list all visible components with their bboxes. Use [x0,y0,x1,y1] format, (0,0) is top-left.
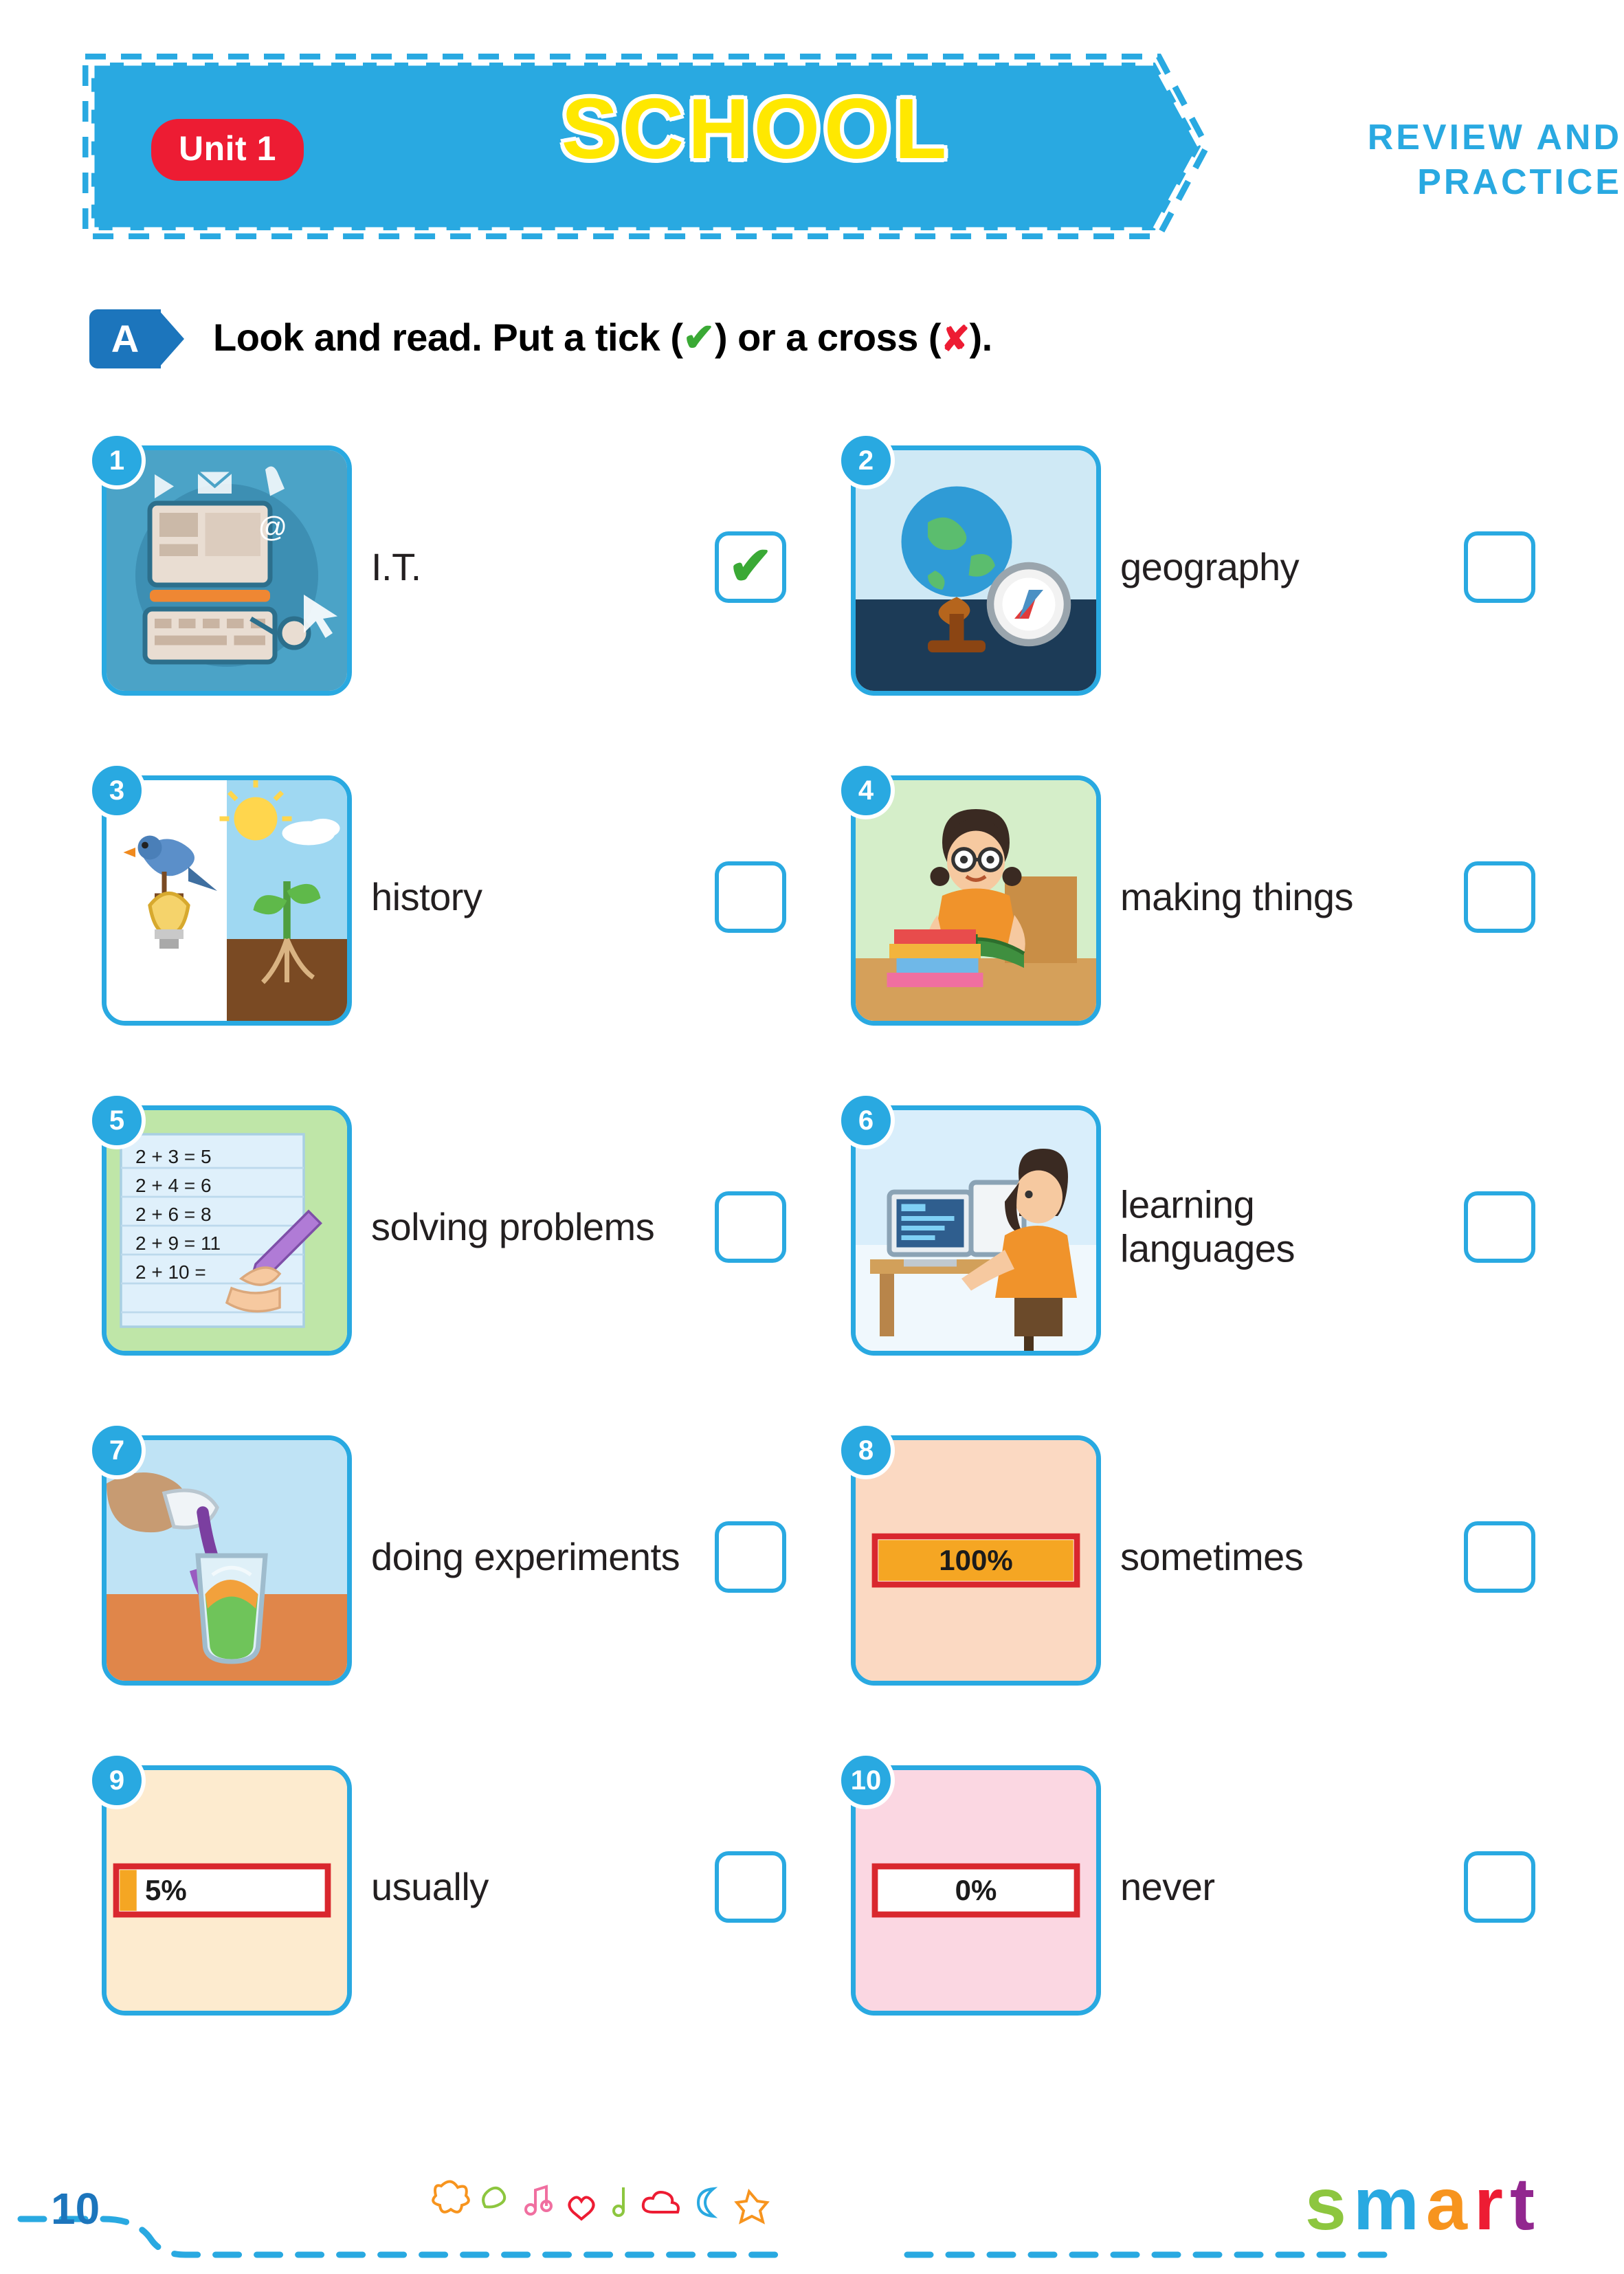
item-number: 4 [837,762,895,819]
item-row [82,1739,1546,2069]
item-number: 1 [88,432,146,489]
logo-letter: s [1304,2162,1353,2245]
list-item [832,749,1560,1045]
bar-5-icon [102,1765,352,2016]
logo-letter: m [1353,2162,1426,2245]
svg-text:0%: 0% [955,1874,997,1906]
item-label: geography [1120,544,1300,588]
item-label: usually [371,1864,489,1908]
globe-compass-icon [851,445,1101,696]
item-number: 7 [88,1422,146,1479]
answer-checkbox[interactable] [715,1191,786,1263]
brand-logo [1304,2162,1542,2245]
page-title: SCHOOL [561,82,951,177]
bar-100-icon [851,1435,1101,1686]
list-item [832,1409,1560,1705]
svg-text:2 + 4 = 6: 2 + 4 = 6 [135,1175,212,1196]
logo-letter: a [1425,2162,1474,2245]
list-item [82,749,811,1045]
item-label: doing experiments [371,1534,680,1578]
item-label: sometimes [1120,1534,1304,1578]
svg-text:2 + 10 =: 2 + 10 = [135,1261,206,1283]
answer-checkbox[interactable] [1464,861,1535,933]
list-item [82,419,811,715]
bar-0-icon [851,1765,1101,2016]
item-number: 8 [837,1422,895,1479]
svg-text:2 + 3 = 5: 2 + 3 = 5 [135,1146,212,1167]
item-number: 2 [837,432,895,489]
svg-text:@: @ [258,511,288,543]
exercise-header [82,309,1526,385]
pouring-beaker-icon [102,1435,352,1686]
svg-text:100%: 100% [939,1544,1013,1576]
list-item [832,419,1560,715]
page-number: 10 [51,2184,100,2233]
footer-decoration-icons [426,2174,866,2229]
girl-reading-icon [851,775,1101,1026]
answer-checkbox[interactable] [715,1851,786,1923]
unit-badge: Unit 1 [151,119,304,181]
item-label: I.T. [371,544,421,588]
item-number: 5 [88,1092,146,1149]
item-label: history [371,874,482,918]
exercise-instruction [213,315,992,360]
list-item [82,1409,811,1705]
item-number: 9 [88,1752,146,1809]
computer-icon [102,445,352,696]
item-label: learning languages [1120,1182,1295,1270]
answer-checkbox[interactable] [1464,1521,1535,1593]
item-label: solving problems [371,1204,655,1248]
section-label: REVIEW AND PRACTICE [1367,118,1622,202]
answer-checkbox[interactable] [715,531,786,603]
maths-sums-icon [102,1105,352,1356]
girl-computer-icon [851,1105,1101,1356]
page-footer [0,2095,1624,2274]
list-item [832,1079,1560,1375]
instruction-text-after: ). [969,316,992,359]
logo-letter: t [1510,2162,1542,2245]
exercise-letter-badge: A [89,309,161,368]
svg-text:2 + 9 = 11: 2 + 9 = 11 [135,1233,221,1254]
item-label: making things [1120,874,1354,918]
item-number: 6 [837,1092,895,1149]
list-item [82,1739,811,2035]
item-row [82,419,1546,749]
item-number: 10 [837,1752,895,1809]
item-label: never [1120,1864,1215,1908]
instruction-text-middle: ) or a cross ( [714,316,942,359]
item-row [82,1079,1546,1409]
answer-checkbox[interactable] [715,1521,786,1593]
answer-checkbox[interactable] [1464,1851,1535,1923]
answer-checkbox[interactable] [1464,531,1535,603]
item-number: 3 [88,762,146,819]
item-row [82,1409,1546,1739]
logo-letter: r [1474,2162,1511,2245]
answer-checkbox[interactable] [715,861,786,933]
bird-plant-icon [102,775,352,1026]
answer-checkbox[interactable] [1464,1191,1535,1263]
list-item [832,1739,1560,2035]
list-item [82,1079,811,1375]
svg-text:5%: 5% [145,1874,187,1906]
svg-text:2 + 6 = 8: 2 + 6 = 8 [135,1204,212,1225]
exercise-items-grid [82,419,1546,2069]
page-header [82,54,1622,246]
cross-icon: ✘ [941,320,970,358]
tick-icon: ✔ [682,316,715,359]
item-row [82,749,1546,1079]
tick-mark: ✔ [728,536,773,597]
instruction-text-before: Look and read. Put a tick ( [213,316,683,359]
